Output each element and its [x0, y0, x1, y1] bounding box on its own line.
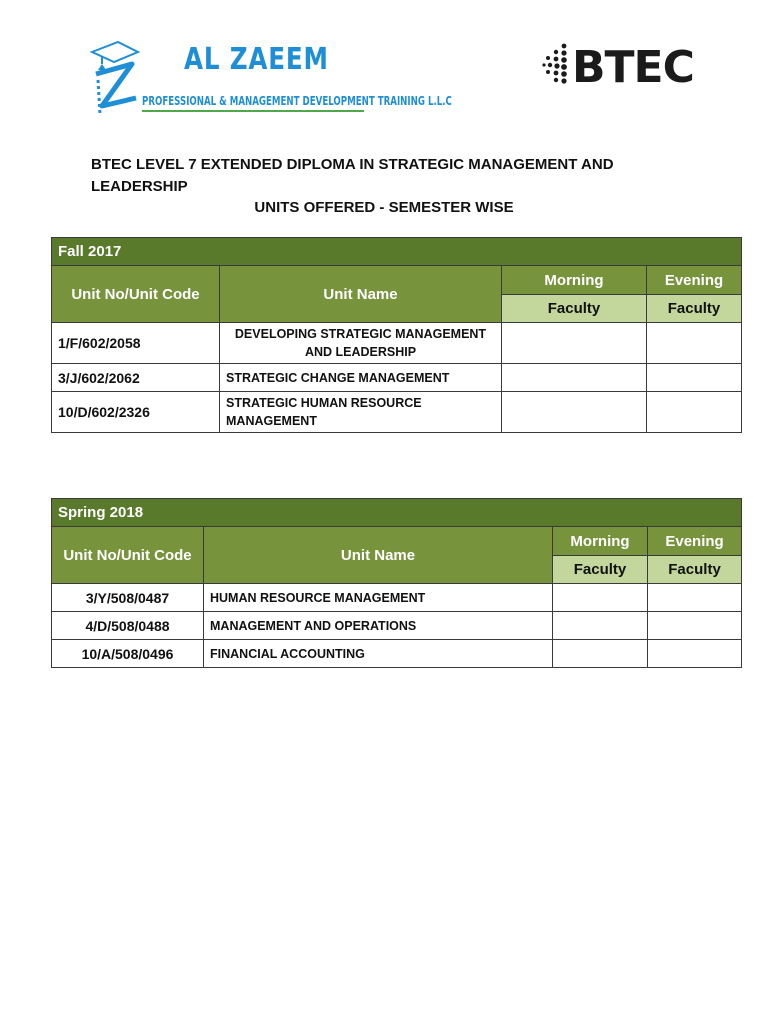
col-header-name: Unit Name	[220, 266, 502, 323]
al-zaeem-logo	[88, 40, 452, 120]
unit-code: 4/D/508/0488	[52, 612, 204, 640]
document-title: BTEC LEVEL 7 EXTENDED DIPLOMA IN STRATEGIC MANAGEMENT AND LEADERSHIP	[91, 156, 614, 195]
evening-faculty-cell	[647, 364, 742, 392]
unit-name: MANAGEMENT AND OPERATIONS	[204, 612, 553, 640]
unit-code: 1/F/602/2058	[52, 323, 220, 364]
unit-name: HUMAN RESOURCE MANAGEMENT	[204, 584, 553, 612]
unit-code: 10/D/602/2326	[52, 392, 220, 433]
table-row	[52, 364, 742, 392]
morning-faculty-cell	[553, 612, 648, 640]
col-header-morning: Morning	[502, 266, 647, 295]
col-header-faculty-morning: Faculty	[502, 295, 647, 323]
semester-header-row	[52, 238, 742, 266]
table-row	[52, 584, 742, 612]
col-header-faculty-evening: Faculty	[647, 295, 742, 323]
unit-name: FINANCIAL ACCOUNTING	[204, 640, 553, 668]
table-row	[52, 612, 742, 640]
logo-name: AL ZAEEM	[184, 42, 329, 77]
btec-wordmark: BTEC	[572, 42, 694, 93]
logo-tagline: PROFESSIONAL & MANAGEMENT DEVELOPMENT TRAINING L.L.C	[142, 94, 452, 108]
unit-code: 3/J/602/2062	[52, 364, 220, 392]
col-header-faculty-morning: Faculty	[553, 556, 648, 584]
table-row	[52, 323, 742, 364]
btec-dots-icon	[542, 42, 576, 88]
fall-units-table	[51, 237, 742, 433]
unit-name: DEVELOPING STRATEGIC MANAGEMENT AND LEADERSHIP	[220, 323, 502, 364]
table-row	[52, 392, 742, 433]
evening-faculty-cell	[648, 640, 742, 668]
morning-faculty-cell	[502, 392, 647, 433]
semester-title: Fall 2017	[52, 238, 742, 266]
unit-name: STRATEGIC HUMAN RESOURCE MANAGEMENT	[220, 392, 502, 433]
col-header-morning: Morning	[553, 527, 648, 556]
semester-title: Spring 2018	[52, 499, 742, 527]
col-header-evening: Evening	[648, 527, 742, 556]
semester-header-row	[52, 499, 742, 527]
col-header-faculty-evening: Faculty	[648, 556, 742, 584]
col-header-code: Unit No/Unit Code	[52, 266, 220, 323]
col-header-name: Unit Name	[204, 527, 553, 584]
btec-logo	[542, 40, 692, 96]
unit-code: 3/Y/508/0487	[52, 584, 204, 612]
logo-underline	[142, 110, 364, 112]
evening-faculty-cell	[647, 392, 742, 433]
unit-name: STRATEGIC CHANGE MANAGEMENT	[220, 364, 502, 392]
morning-faculty-cell	[502, 364, 647, 392]
spring-units-table	[51, 498, 742, 668]
morning-faculty-cell	[553, 640, 648, 668]
graduation-cap-z-icon	[88, 40, 140, 116]
evening-faculty-cell	[647, 323, 742, 364]
unit-code: 10/A/508/0496	[52, 640, 204, 668]
col-header-code: Unit No/Unit Code	[52, 527, 204, 584]
morning-faculty-cell	[553, 584, 648, 612]
document-subtitle: UNITS OFFERED - SEMESTER WISE	[254, 199, 514, 216]
column-header-row	[52, 527, 742, 556]
evening-faculty-cell	[648, 584, 742, 612]
morning-faculty-cell	[502, 323, 647, 364]
col-header-evening: Evening	[647, 266, 742, 295]
evening-faculty-cell	[648, 612, 742, 640]
table-row	[52, 640, 742, 668]
column-header-row	[52, 266, 742, 295]
